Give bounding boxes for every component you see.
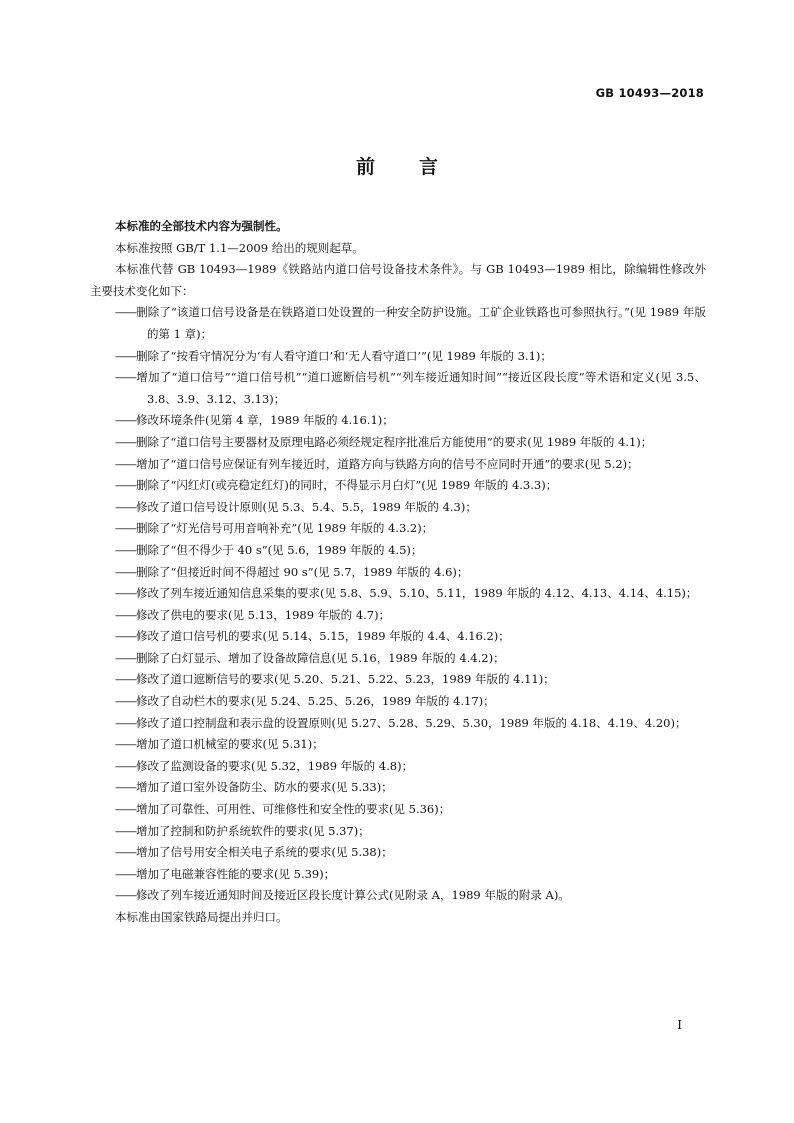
change-item: [90, 626, 706, 648]
change-item: [90, 454, 706, 476]
change-item: [90, 302, 706, 345]
change-item: [90, 713, 706, 735]
change-item: [90, 346, 706, 368]
change-item-text: 修改了列车接近通知信息采集的要求(见 5.8、5.9、5.10、5.11，1989 年版的 4.12、4.13、4.14、4.15)；: [136, 586, 698, 601]
item-dash: ——: [115, 780, 136, 795]
item-dash: ——: [115, 694, 136, 709]
change-item-text: 修改环境条件(见第 4 章，1989 年版的 4.16.1)；: [136, 413, 394, 428]
change-item-text: 增加了道口机械室的要求(见 5.31)；: [136, 737, 324, 752]
change-item: [90, 885, 706, 907]
item-dash: ——: [115, 542, 136, 557]
change-item-text: 增加了“道口信号应保证有列车接近时，道路方向与铁路方向的信号不应同时开通”的要求(见 5.2)；: [136, 456, 639, 471]
change-item-text: 增加了电磁兼容性能的要求(见 5.39)；: [136, 866, 336, 881]
change-item: [90, 648, 706, 670]
item-dash: ——: [115, 305, 136, 320]
change-item-text: 修改了道口控制盘和表示盘的设置原则(见 5.27、5.28、5.29、5.30，1989 年版的 4.18、4.19、4.20)；: [136, 715, 687, 730]
item-dash: ——: [115, 456, 136, 471]
change-item-text: 删除了“该道口信号设备是在铁路道口处设置的一种安全防护设施。工矿企业铁路也可参照执行。”(见 1989 年版的第 1 章)；: [136, 305, 706, 341]
item-dash: ——: [115, 802, 136, 817]
change-item: [90, 518, 706, 540]
changes-list: [90, 302, 706, 907]
change-item-text: 删除了“道口信号主要器材及原理电路必须经规定程序批准后方能使用”的要求(见 1989 年版的 4.1)；: [136, 434, 653, 449]
change-item-text: 增加了控制和防护系统软件的要求(见 5.37)；: [136, 823, 370, 838]
change-item-text: 删除了“闪红灯(或亮稳定红灯)的同时，不得显示月白灯”(见 1989 年版的 4.3.3)；: [136, 478, 558, 493]
change-item: [90, 605, 706, 627]
item-dash: ——: [115, 758, 136, 773]
change-item: [90, 367, 706, 410]
paragraph-closing: 本标准由国家铁路局提出并归口。: [115, 910, 288, 924]
change-item: [90, 475, 706, 497]
change-item-text: 增加了可靠性、可用性、可维修性和安全性的要求(见 5.36)；: [136, 802, 451, 817]
change-item: [90, 821, 706, 843]
item-dash: ——: [115, 499, 136, 514]
change-item-text: 修改了监测设备的要求(见 5.32，1989 年版的 4.8)；: [136, 758, 414, 773]
change-item-text: 删除了“按看守情况分为‘有人看守道口’和‘无人看守道口’”(见 1989 年版的 3.1)；: [136, 348, 552, 363]
paragraph-mandatory: 本标准的全部技术内容为强制性。: [115, 219, 288, 233]
change-item: [90, 864, 706, 886]
change-item-text: 修改了道口信号设计原则(见 5.3、5.4、5.5，1989 年版的 4.3)；: [136, 499, 477, 514]
change-item-text: 增加了信号用安全相关电子系统的要求(见 5.38)；: [136, 845, 393, 860]
change-item: [90, 432, 706, 454]
change-item: [90, 410, 706, 432]
page-title: 前言: [355, 156, 482, 178]
item-dash: ——: [115, 629, 136, 644]
change-item-text: 增加了“道口信号”“道口信号机”“道口遮断信号机”“列车接近通知时间”“接近区段长度”等术语和定义(见 3.5、3.8、3.9、3.12、3.13)；: [136, 370, 706, 406]
item-dash: ——: [115, 434, 136, 449]
change-item: [90, 497, 706, 519]
document-body: [90, 216, 706, 929]
change-item: [90, 540, 706, 562]
change-item-text: 修改了供电的要求(见 5.13，1989 年版的 4.7)；: [136, 607, 391, 622]
change-item: [90, 756, 706, 778]
item-dash: ——: [115, 866, 136, 881]
item-dash: ——: [115, 672, 136, 687]
page-number: I: [677, 1018, 682, 1032]
change-item-text: 删除了白灯显示、增加了设备故障信息(见 5.16，1989 年版的 4.4.2)；: [136, 650, 505, 665]
change-item-text: 修改了道口遮断信号的要求(见 5.20、5.21、5.22、5.23，1989 年版的 4.11)；: [136, 672, 555, 687]
item-dash: ——: [115, 650, 136, 665]
change-item-text: 删除了“但不得少于 40 s”(见 5.6，1989 年版的 4.5)；: [136, 542, 423, 557]
item-dash: ——: [115, 888, 136, 903]
change-item-text: 删除了“但接近时间不得超过 90 s”(见 5.7，1989 年版的 4.6)；: [136, 564, 469, 579]
change-item-text: 修改了自动栏木的要求(见 5.24、5.25、5.26，1989 年版的 4.17)；: [136, 694, 495, 709]
change-item-text: 修改了道口信号机的要求(见 5.14、5.15，1989 年版的 4.4、4.16.2)；: [136, 629, 510, 644]
paragraph-replacement: 本标准代替 GB 10493—1989《铁路站内道口信号设备技术条件》。与 GB 10493—1989 相比，除编辑性修改外主要技术变化如下：: [90, 262, 706, 298]
item-dash: ——: [115, 845, 136, 860]
change-item: [90, 777, 706, 799]
item-dash: ——: [115, 715, 136, 730]
change-item-text: 修改了列车接近通知时间及接近区段长度计算公式(见附录 A，1989 年版的附录 A)。: [136, 888, 570, 903]
change-item: [90, 842, 706, 864]
item-dash: ——: [115, 348, 136, 363]
paragraph-drafting: 本标准按照 GB/T 1.1—2009 给出的规则起草。: [115, 240, 364, 255]
change-item: [90, 583, 706, 605]
change-item-text: 删除了“灯光信号可用音响补充”(见 1989 年版的 4.3.2)；: [136, 521, 434, 536]
item-dash: ——: [115, 478, 136, 493]
change-item: [90, 669, 706, 691]
item-dash: ——: [115, 737, 136, 752]
change-item: [90, 691, 706, 713]
change-item: [90, 562, 706, 584]
item-dash: ——: [115, 564, 136, 579]
item-dash: ——: [115, 413, 136, 428]
item-dash: ——: [115, 586, 136, 601]
change-item: [90, 734, 706, 756]
item-dash: ——: [115, 370, 136, 385]
change-item-text: 增加了道口室外设备防尘、防水的要求(见 5.33)；: [136, 780, 393, 795]
item-dash: ——: [115, 823, 136, 838]
standard-number: GB 10493—2018: [595, 86, 704, 100]
change-item: [90, 799, 706, 821]
item-dash: ——: [115, 521, 136, 536]
item-dash: ——: [115, 607, 136, 622]
